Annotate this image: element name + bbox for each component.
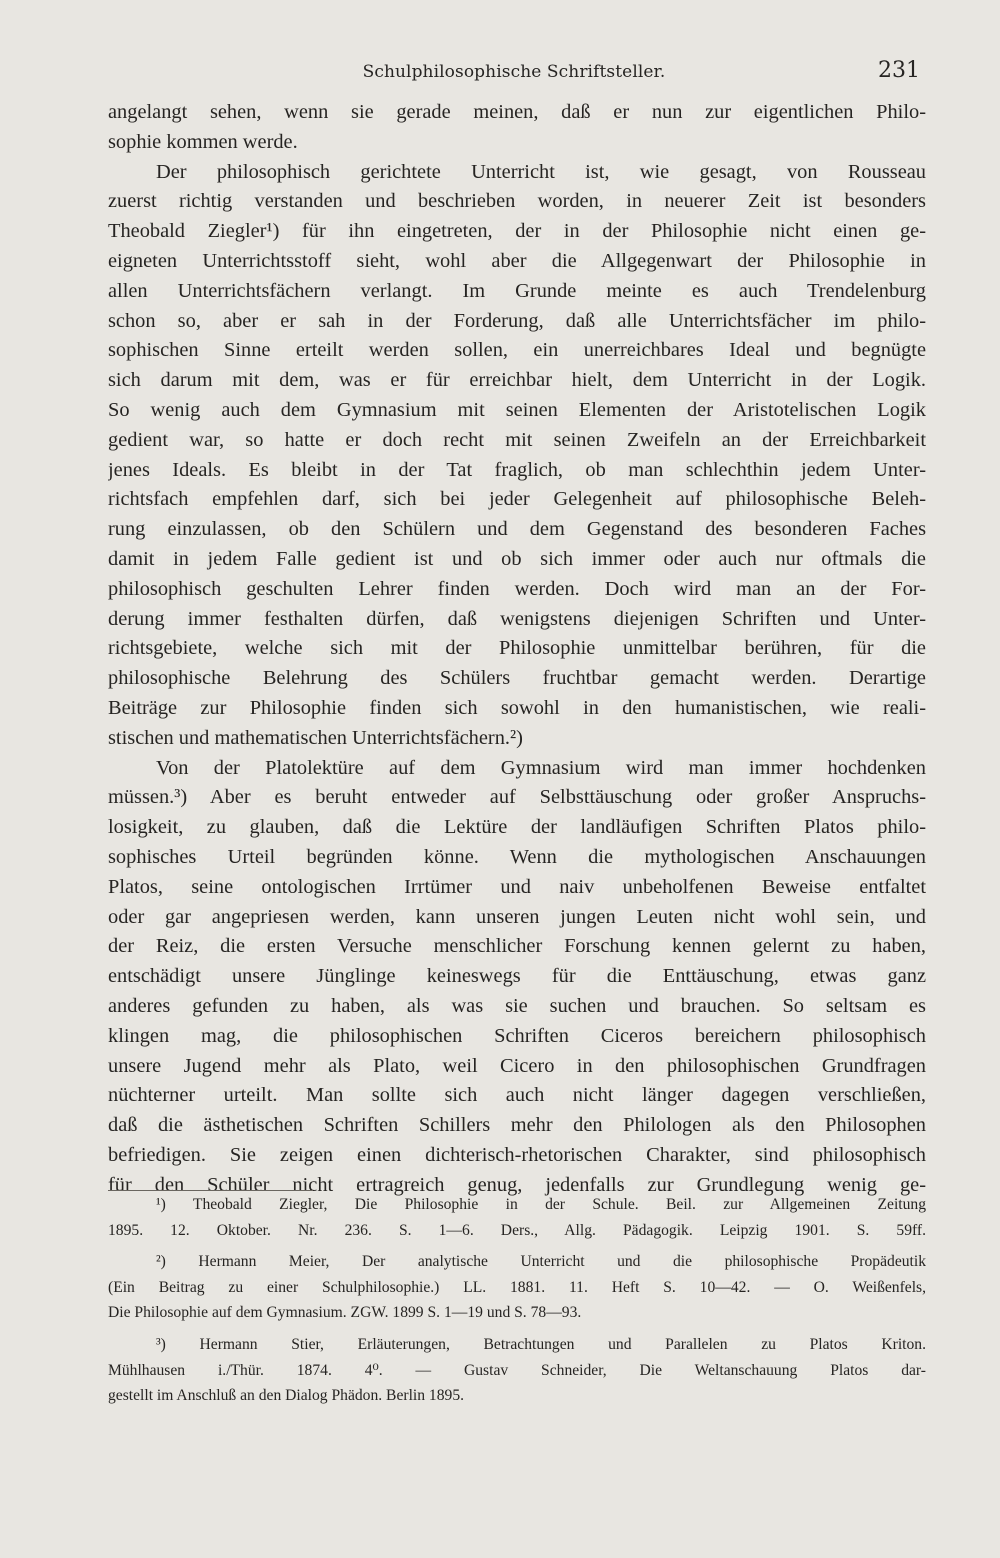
text-line: richtsgebiete, welche sich mit der Philosophie unmittelbar berühren, für die <box>108 637 926 660</box>
text-line: zuerst richtig verstanden und beschrieben worden, in neuerer Zeit ist besonders <box>108 190 926 213</box>
text-line: entschädigt unsere Jünglinge keineswegs für die Enttäuschung, etwas ganz <box>108 965 926 988</box>
footnote-2-line: (Ein Beitrag zu einer Schulphilosophie.) LL. 1881. 11. Heft S. 10—42. — O. Weißenfels, <box>108 1278 926 1296</box>
footnote-1-line: 1895. 12. Oktober. Nr. 236. S. 1—6. Ders., Allg. Pädagogik. Leipzig 1901. S. 59ff. <box>108 1221 926 1239</box>
text-line: sich darum mit dem, was er für erreichbar hielt, dem Unterricht in der Logik. <box>108 369 926 392</box>
footnote-3-line: ³) Hermann Stier, Erläuterungen, Betrachtungen und Parallelen zu Platos Kriton. <box>156 1335 926 1353</box>
text-line: müssen.³) Aber es beruht entweder auf Selbsttäuschung oder großer Anspruchs- <box>108 786 926 809</box>
text-line: Von der Platolektüre auf dem Gymnasium wird man immer hochdenken <box>156 756 926 779</box>
text-line: eigneten Unterrichtsstoff sieht, wohl aber die Allgegenwart der Philosophie in <box>108 249 926 272</box>
text-line: Theobald Ziegler¹) für ihn eingetreten, der in der Philosophie nicht einen ge- <box>108 220 926 243</box>
text-line: damit in jedem Falle gedient ist und ob sich immer oder auch nur oftmals die <box>108 547 926 570</box>
text-line: sophie kommen werde. <box>108 130 298 153</box>
running-head <box>108 58 920 88</box>
text-line: Der philosophisch gerichtete Unterricht ist, wie gesagt, von Rousseau <box>156 160 926 183</box>
text-line: rung einzulassen, ob den Schülern und dem Gegenstand des besonderen Faches <box>108 518 926 541</box>
footnote-3-line: gestellt im Anschluß an den Dialog Phädon. Berlin 1895. <box>108 1387 465 1405</box>
text-line: angelangt sehen, wenn sie gerade meinen, daß er nun zur eigentlichen Philo- <box>108 101 926 123</box>
footnotes <box>108 1192 926 1409</box>
running-title: Schulphilosophische Schriftsteller. <box>362 62 666 82</box>
footnote-2-line: Die Philosophie auf dem Gymnasium. ZGW. 1899 S. 1—19 und S. 78—93. <box>108 1304 582 1322</box>
footnote-divider <box>108 1190 313 1191</box>
text-line: klingen mag, die philosophischen Schriften Ciceros bereichern philosophisch <box>108 1024 926 1047</box>
text-line: stischen und mathematischen Unterrichtsfächern.²) <box>108 726 523 749</box>
footnote-2-line: ²) Hermann Meier, Der analytische Unterricht und die philosophische Propädeutik <box>156 1253 926 1271</box>
text-line: sophisches Urteil begründen könne. Wenn die mythologischen Anschauungen <box>108 845 926 868</box>
text-line: für den Schüler nicht ertragreich genug, jedenfalls zur Grundlegung wenig ge- <box>108 1173 926 1196</box>
page-number: 231 <box>878 58 920 83</box>
text-line: befriedigen. Sie zeigen einen dichterisch-rhetorischen Charakter, sind philosophisch <box>108 1143 926 1166</box>
text-line: gedient war, so hatte er doch recht mit seinen Zweifeln an der Erreichbarkeit <box>108 428 926 451</box>
text-line: unsere Jugend mehr als Plato, weil Cicero in den philosophischen Grundfragen <box>108 1054 926 1077</box>
text-line: philosophische Belehrung des Schülers fruchtbar gemacht werden. Derartige <box>108 667 926 690</box>
text-line: Beiträge zur Philosophie finden sich sowohl in den humanistischen, wie reali- <box>108 696 926 719</box>
text-line: nüchterner urteilt. Man sollte sich auch nicht länger dagegen verschließen, <box>108 1084 926 1107</box>
footnote-3-line: Mühlhausen i./Thür. 1874. 4⁰. — Gustav Schneider, Die Weltanschauung Platos dar- <box>108 1361 926 1379</box>
footnote-1-line: ¹) Theobald Ziegler, Die Philosophie in der Schule. Beil. zur Allgemeinen Zeitung <box>156 1196 926 1213</box>
text-line: So wenig auch dem Gymnasium mit seinen Elementen der Aristotelischen Logik <box>108 398 926 421</box>
text-line: anderes gefunden zu haben, als was sie suchen und brauchen. So seltsam es <box>108 994 926 1017</box>
text-line: oder gar angepriesen werden, kann unseren jungen Leuten nicht wohl sein, und <box>108 905 926 928</box>
text-line: Platos, seine ontologischen Irrtümer und naiv unbeholfenen Beweise entfaltet <box>108 875 926 898</box>
text-line: sophischen Sinne erteilt werden sollen, ein unerreichbares Ideal und begnügte <box>108 339 926 362</box>
text-line: derung immer festhalten dürfen, daß wenigstens diejenigen Schriften und Unter- <box>108 607 926 630</box>
text-line: losigkeit, zu glauben, daß die Lektüre der landläufigen Schriften Platos philo- <box>108 816 926 839</box>
text-line: jenes Ideals. Es bleibt in der Tat fraglich, ob man schlechthin jedem Unter- <box>108 458 926 481</box>
text-line: richtsfach empfehlen darf, sich bei jeder Gelegenheit auf philosophische Beleh- <box>108 488 926 511</box>
text-line: philosophisch geschulten Lehrer finden werden. Doch wird man an der For- <box>108 577 926 600</box>
body-text <box>108 98 926 1196</box>
text-line: daß die ästhetischen Schriften Schillers mehr den Philologen als den Philosophen <box>108 1114 926 1137</box>
text-line: der Reiz, die ersten Versuche menschlicher Forschung kennen gelernt zu haben, <box>108 935 926 958</box>
text-line: schon so, aber er sah in der Forderung, daß alle Unterrichtsfächer im philo- <box>108 309 926 332</box>
text-line: allen Unterrichtsfächern verlangt. Im Grunde meinte es auch Trendelenburg <box>108 279 926 302</box>
